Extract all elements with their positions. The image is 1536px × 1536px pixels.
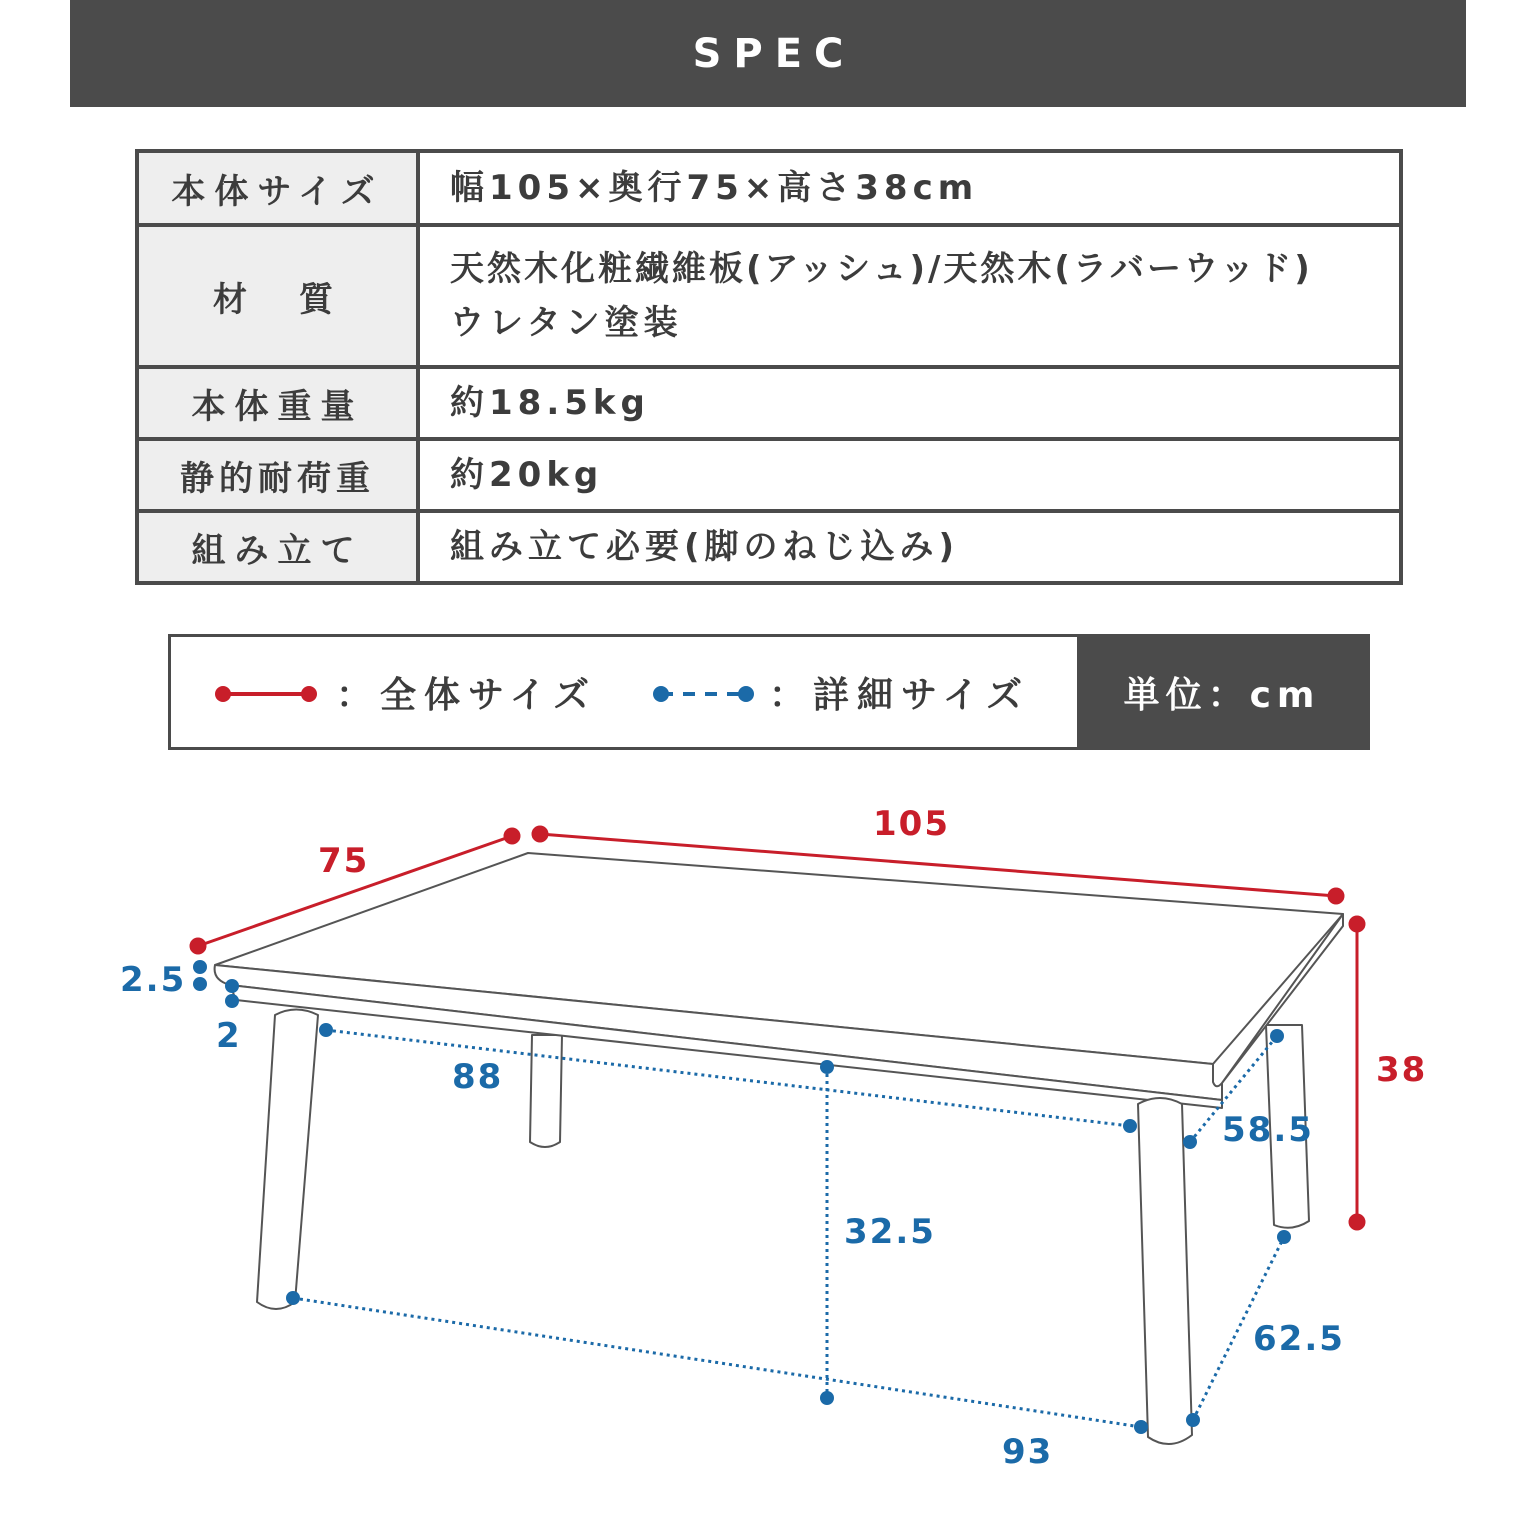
front-span-line bbox=[293, 1298, 1141, 1427]
dimension-endpoint bbox=[1277, 1230, 1291, 1244]
spec-label-load: 静的耐荷重 bbox=[137, 439, 418, 511]
dimension-endpoint bbox=[191, 939, 205, 953]
side-upper-label: 58.5 bbox=[1222, 1110, 1314, 1150]
spec-label-assembly: 組み立て bbox=[137, 511, 418, 583]
spec-title: SPEC bbox=[692, 30, 856, 77]
legend-detail-label: ：詳細サイズ bbox=[769, 675, 1031, 716]
table-illustration bbox=[215, 853, 1343, 1444]
dimension-endpoint bbox=[1270, 1029, 1284, 1043]
side-lower-label: 62.5 bbox=[1253, 1319, 1345, 1359]
dimension-endpoint bbox=[820, 1391, 834, 1405]
spec-value-line: 約18.5kg bbox=[450, 383, 650, 423]
spec-label-weight: 本体重量 bbox=[137, 367, 418, 439]
dimension-endpoint bbox=[505, 829, 519, 843]
dimension-endpoint bbox=[193, 977, 207, 991]
spec-label-material: 材 質 bbox=[137, 225, 418, 367]
height-label: 38 bbox=[1376, 1050, 1428, 1090]
front-right-leg bbox=[1138, 1098, 1192, 1444]
under-height-label: 32.5 bbox=[844, 1212, 936, 1252]
width-label: 105 bbox=[873, 804, 950, 844]
dimension-endpoint bbox=[286, 1291, 300, 1305]
back-span-label: 88 bbox=[452, 1057, 504, 1097]
unit-label: 単位：cm bbox=[1123, 674, 1321, 716]
depth-label: 75 bbox=[318, 841, 370, 881]
dimension-endpoint bbox=[319, 1023, 333, 1037]
front-left-leg bbox=[257, 1010, 318, 1310]
back-left-leg bbox=[530, 1035, 562, 1147]
dimension-endpoint bbox=[193, 960, 207, 974]
dimension-endpoint bbox=[225, 994, 239, 1008]
dimension-endpoint bbox=[1350, 1215, 1364, 1229]
dimension-endpoint bbox=[533, 827, 547, 841]
spec-value-line: 幅105×奥行75×高さ38cm bbox=[450, 168, 979, 208]
top-thickness-label: 2.5 bbox=[120, 960, 187, 1000]
spec-label-size: 本体サイズ bbox=[137, 151, 418, 225]
dimension-endpoint bbox=[1134, 1420, 1148, 1434]
dimension-endpoint bbox=[1183, 1135, 1197, 1149]
dimension-endpoint bbox=[225, 979, 239, 993]
spec-value-line: 組み立て必要(脚のねじ込み) bbox=[450, 527, 960, 567]
spec-value-line: 天然木化粧繊維板(アッシュ)/天然木(ラバーウッド) bbox=[450, 249, 1313, 289]
dimension-endpoint bbox=[1350, 917, 1364, 931]
dimension-endpoint bbox=[1186, 1413, 1200, 1427]
dimension-endpoint bbox=[1123, 1119, 1137, 1133]
legend-overall-label: ：全体サイズ bbox=[336, 675, 598, 716]
spec-value-line: ウレタン塗装 bbox=[450, 303, 683, 343]
dimension-endpoint bbox=[1329, 889, 1343, 903]
dimension-endpoint bbox=[820, 1060, 834, 1074]
apron-label: 2 bbox=[216, 1016, 242, 1056]
front-span-label: 93 bbox=[1002, 1432, 1054, 1472]
spec-value-line: 約20kg bbox=[450, 455, 604, 495]
